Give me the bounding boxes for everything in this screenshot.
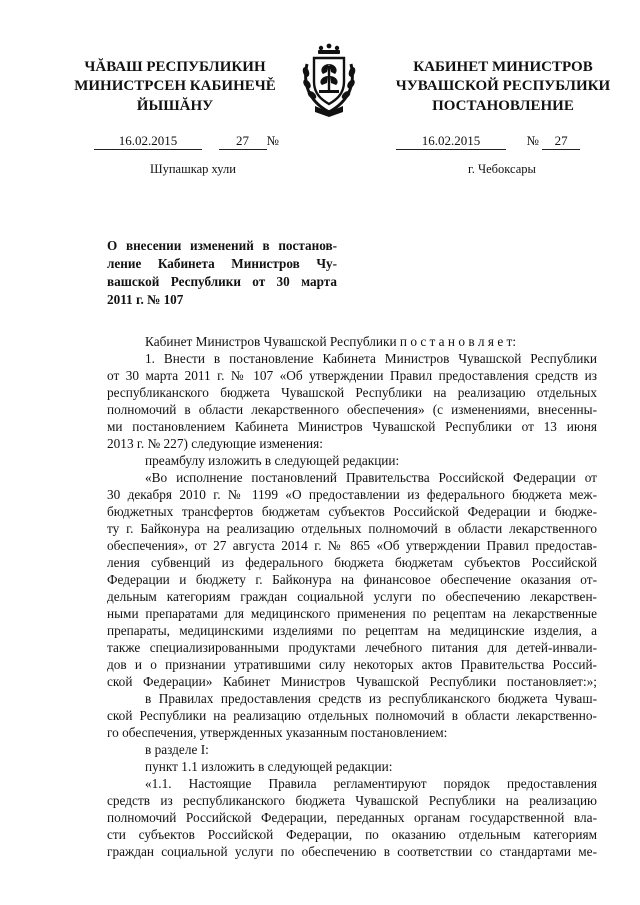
decree-title-chuvash: ЙЫШĂНУ: [136, 98, 214, 114]
subject-line: О внесении изменений в постанов-: [107, 238, 337, 253]
body-line: Кабинет Министров Чувашской Республики п о с т а н о в л я е т:: [145, 334, 517, 349]
number-sign-russian: №: [526, 133, 539, 148]
city-russian: г. Чебоксары: [468, 162, 536, 176]
body-line: 30 декабря 2010 г. № 1199 «О предоставлении из федерального бюджета меж-: [107, 487, 597, 502]
city-chuvash: Шупашкар хули: [150, 162, 236, 176]
body-line: в разделе I:: [145, 742, 209, 757]
body-line: республиканского бюджета Чувашской Республики на реализацию отдельных: [107, 385, 597, 400]
decree-title-russian: ПОСТАНОВЛЕНИЕ: [432, 98, 574, 114]
subject-line: вашской Республики от 30 марта: [107, 274, 337, 289]
body-line: дельным категориям граждан социальной услуги по обеспечению лекарствен-: [107, 589, 597, 604]
issuer-name-chuvash: [70, 58, 280, 96]
issuer-line-1-chuvash: ЧĂВАШ РЕСПУБЛИКИН: [84, 59, 266, 75]
issuer-line-1-russian: КАБИНЕТ МИНИСТРОВ: [413, 59, 593, 75]
decree-date-russian: 16.02.2015: [396, 133, 506, 150]
decree-number-russian: 27: [542, 133, 580, 150]
decree-date-chuvash: 16.02.2015: [94, 133, 202, 150]
document-subject: [107, 237, 337, 309]
body-line: препараты, медицинскими изделиями по рецептам на медицинские изделия, а: [107, 623, 597, 638]
body-line: ской Республики на реализацию отдельных полномочий в области лекарственно-: [107, 708, 597, 723]
body-line: сти субъектов Российской Федерации, по оказанию отдельным категориям: [107, 827, 597, 842]
document-body: [107, 333, 597, 860]
body-line: граждан социальной услуги по обеспечению в соответствии со стандартами ме-: [107, 844, 597, 859]
body-line: ми постановлением Кабинета Министров Чувашской Республики от 13 июня: [107, 419, 597, 434]
subject-line: 2011 г. № 107: [107, 292, 184, 307]
body-line: в Правилах предоставления средств из республиканского бюджета Чуваш-: [145, 691, 597, 706]
body-line: Федерации и бюджету г. Байконура на финансовое обеспечение оказания от-: [107, 572, 597, 587]
date-number-line-russian: [396, 133, 580, 150]
chuvash-coat-of-arms-icon: [299, 42, 359, 118]
body-line: 2013 г. № 227) следующие изменения:: [107, 436, 323, 451]
issuer-name-russian: [378, 58, 628, 96]
body-line: полномочий Российской Федерации, переданных органам государственной вла-: [107, 810, 597, 825]
body-line: «1.1. Настоящие Правила регламентируют порядок предоставления: [145, 776, 597, 791]
subject-line: ление Кабинета Министров Чу-: [107, 256, 337, 271]
body-line: пункт 1.1 изложить в следующей редакции:: [145, 759, 393, 774]
body-line: ской Федерации» Кабинет Министров Чувашской Республики постановляет:»;: [107, 674, 597, 689]
body-line: полномочий в области лекарственного обеспечения» (с изменениями, внесенны-: [107, 402, 597, 417]
body-line: преамбулу изложить в следующей редакции:: [145, 453, 400, 468]
date-number-line-chuvash: [94, 133, 279, 150]
body-line: ными препаратами для медицинского применения по рецептам на лекарственные: [107, 606, 597, 621]
body-line: го обеспечения, утвержденных указанным постановлением:: [107, 725, 448, 740]
decree-number-chuvash: 27: [219, 133, 267, 150]
body-line: 1. Внести в постановление Кабинета Министров Чувашской Республики: [145, 351, 597, 366]
body-line: «Во исполнение постановлений Правительства Российской Федерации от: [145, 470, 597, 485]
body-line: ту г. Байконура на реализацию отдельных полномочий в области лекарственного: [107, 521, 597, 536]
body-line: от 30 марта 2011 г. № 107 «Об утверждении Правил предоставления средств из: [107, 368, 597, 383]
body-line: также специализированными продуктами лечебного питания для детей-инвали-: [107, 640, 597, 655]
body-line: средств из республиканского бюджета Чувашской Республики на реализацию: [107, 793, 597, 808]
body-line: обеспечения», от 27 августа 2014 г. № 865 «Об утверждении Правил предостав-: [107, 538, 597, 553]
issuer-line-2-russian: ЧУВАШСКОЙ РЕСПУБЛИКИ: [395, 78, 611, 94]
body-line: бюджетных трансфертов бюджетам субъектов Российской Федерации и бюдже-: [107, 504, 597, 519]
issuer-line-2-chuvash: МИНИСТРСЕН КАБИНЕЧĚ: [74, 78, 276, 94]
number-sign-chuvash: №: [266, 133, 279, 148]
body-line: ления субвенций из федерального бюджета бюджетам субъектов Российской: [107, 555, 597, 570]
body-line: дов и о признании утратившими силу некоторых актов Правительства Россий-: [107, 657, 597, 672]
